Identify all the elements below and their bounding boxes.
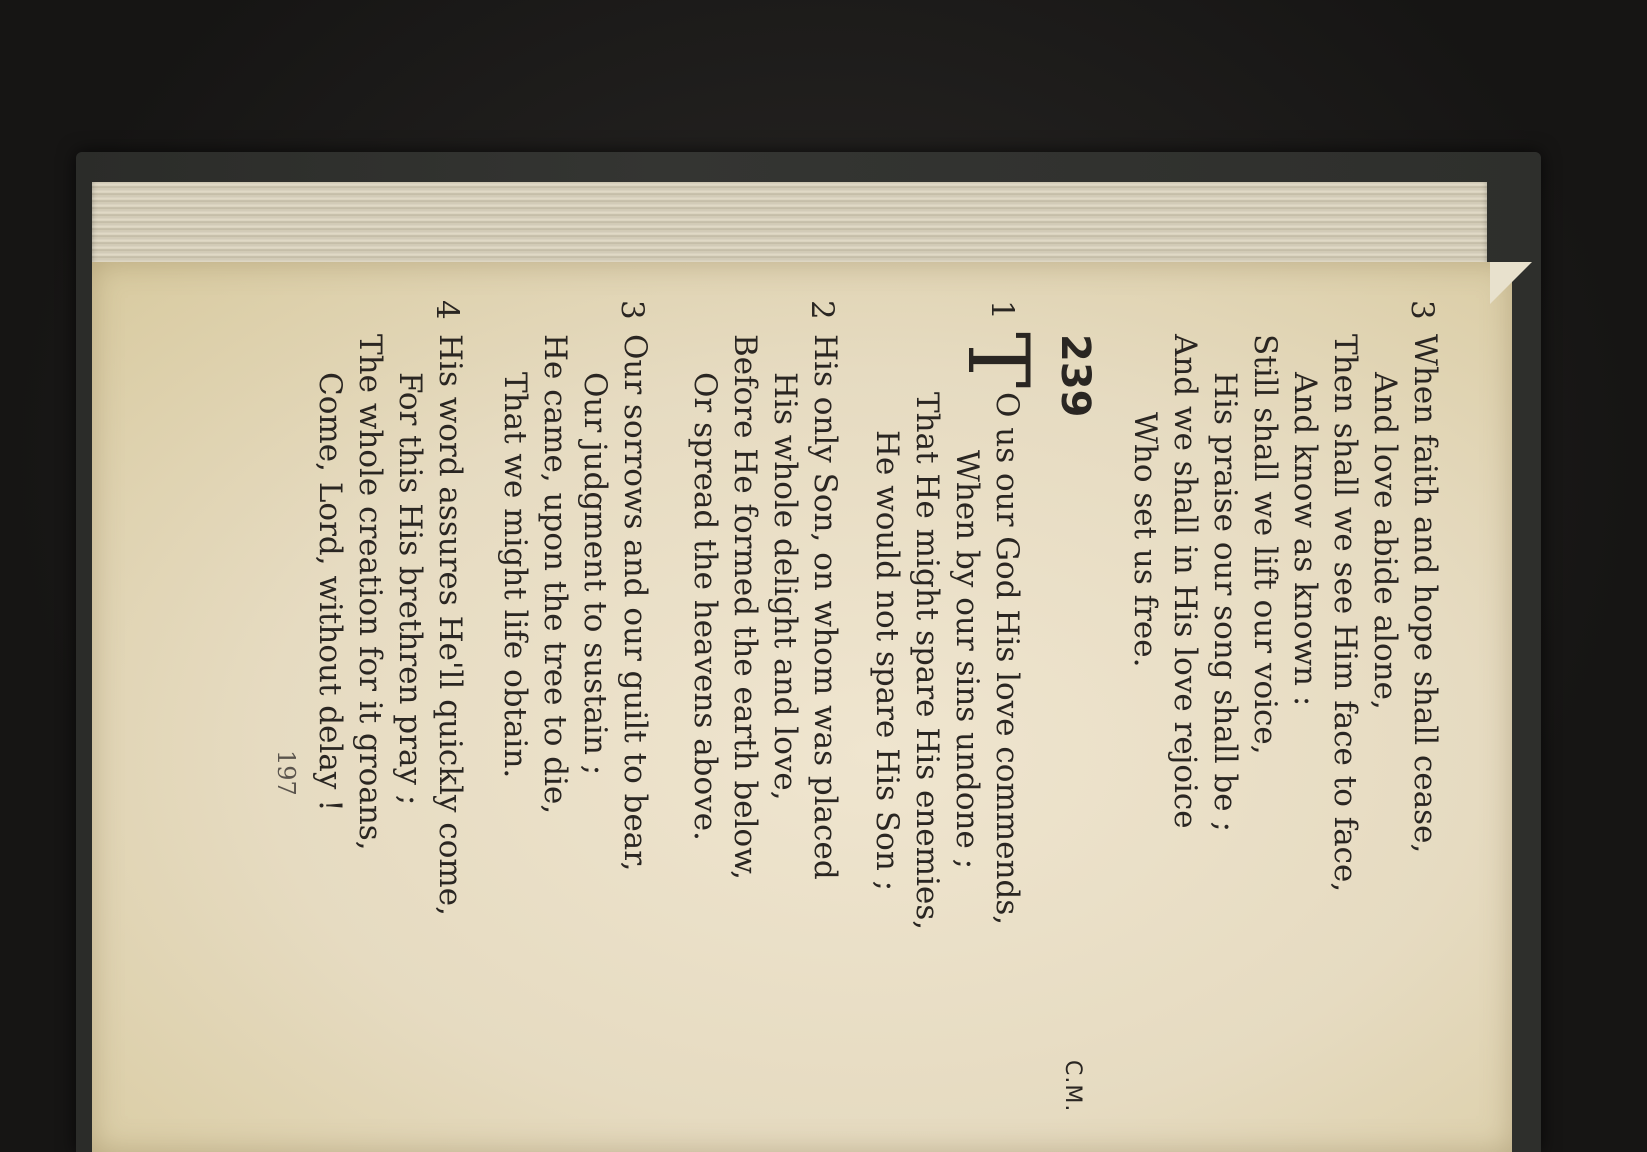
verse-line: When by our sins undone ; <box>949 450 985 870</box>
verse-line: His only Son, on whom was placed <box>807 334 843 880</box>
verse-line: Our judgment to sustain ; <box>577 372 613 776</box>
verse-line: Then shall we see Him face to face, <box>1327 334 1363 893</box>
verse-line: Still shall we lift our voice, <box>1247 334 1283 755</box>
verse-line: He came, upon the tree to die, <box>537 334 573 815</box>
verse-line: The whole creation for it groans, <box>352 334 388 851</box>
hymn-number: 239 <box>1052 334 1098 418</box>
turned-page-corner <box>1490 262 1532 304</box>
hymn-text-block <box>210 300 1443 1152</box>
page-edges <box>92 182 1487 270</box>
verse-line: And we shall in His love rejoice <box>1167 334 1203 829</box>
verse-number: 1 <box>984 300 1020 320</box>
verse-line: And love abide alone, <box>1367 372 1403 710</box>
verse-line: Or spread the heavens above. <box>687 372 723 841</box>
verse-line: His praise our song shall be ; <box>1207 372 1243 832</box>
verse-line: And know as known : <box>1287 372 1323 707</box>
hymn-meter: C.M. <box>1060 1060 1085 1113</box>
verse-line: His word assures He'll quickly come, <box>432 334 468 916</box>
verse-line: Who set us free. <box>1127 412 1163 668</box>
verse-line: For this His brethren pray ; <box>392 372 428 806</box>
verse-line: That we might life obtain. <box>497 372 533 779</box>
verse-line: Our sorrows and our guilt to bear, <box>617 334 653 872</box>
verse-number: 2 <box>804 300 840 320</box>
verse-number: 4 <box>429 300 465 320</box>
verse-number: 3 <box>1404 300 1440 320</box>
verse-line: His whole delight and love, <box>767 372 803 801</box>
verse-line: When faith and hope shall cease, <box>1407 334 1443 854</box>
verse-line: That He might spare His enemies, <box>909 392 945 931</box>
verse-line: O us our God His love commends, <box>989 392 1025 926</box>
drop-cap: T <box>949 332 1047 389</box>
verse-line: Before He formed the earth below, <box>727 334 763 880</box>
verse-line: He would not spare His Son ; <box>869 430 905 892</box>
verse-line: Come, Lord, without delay ! <box>312 372 348 812</box>
page-number: 197 <box>272 750 300 796</box>
verse-number: 3 <box>614 300 650 320</box>
